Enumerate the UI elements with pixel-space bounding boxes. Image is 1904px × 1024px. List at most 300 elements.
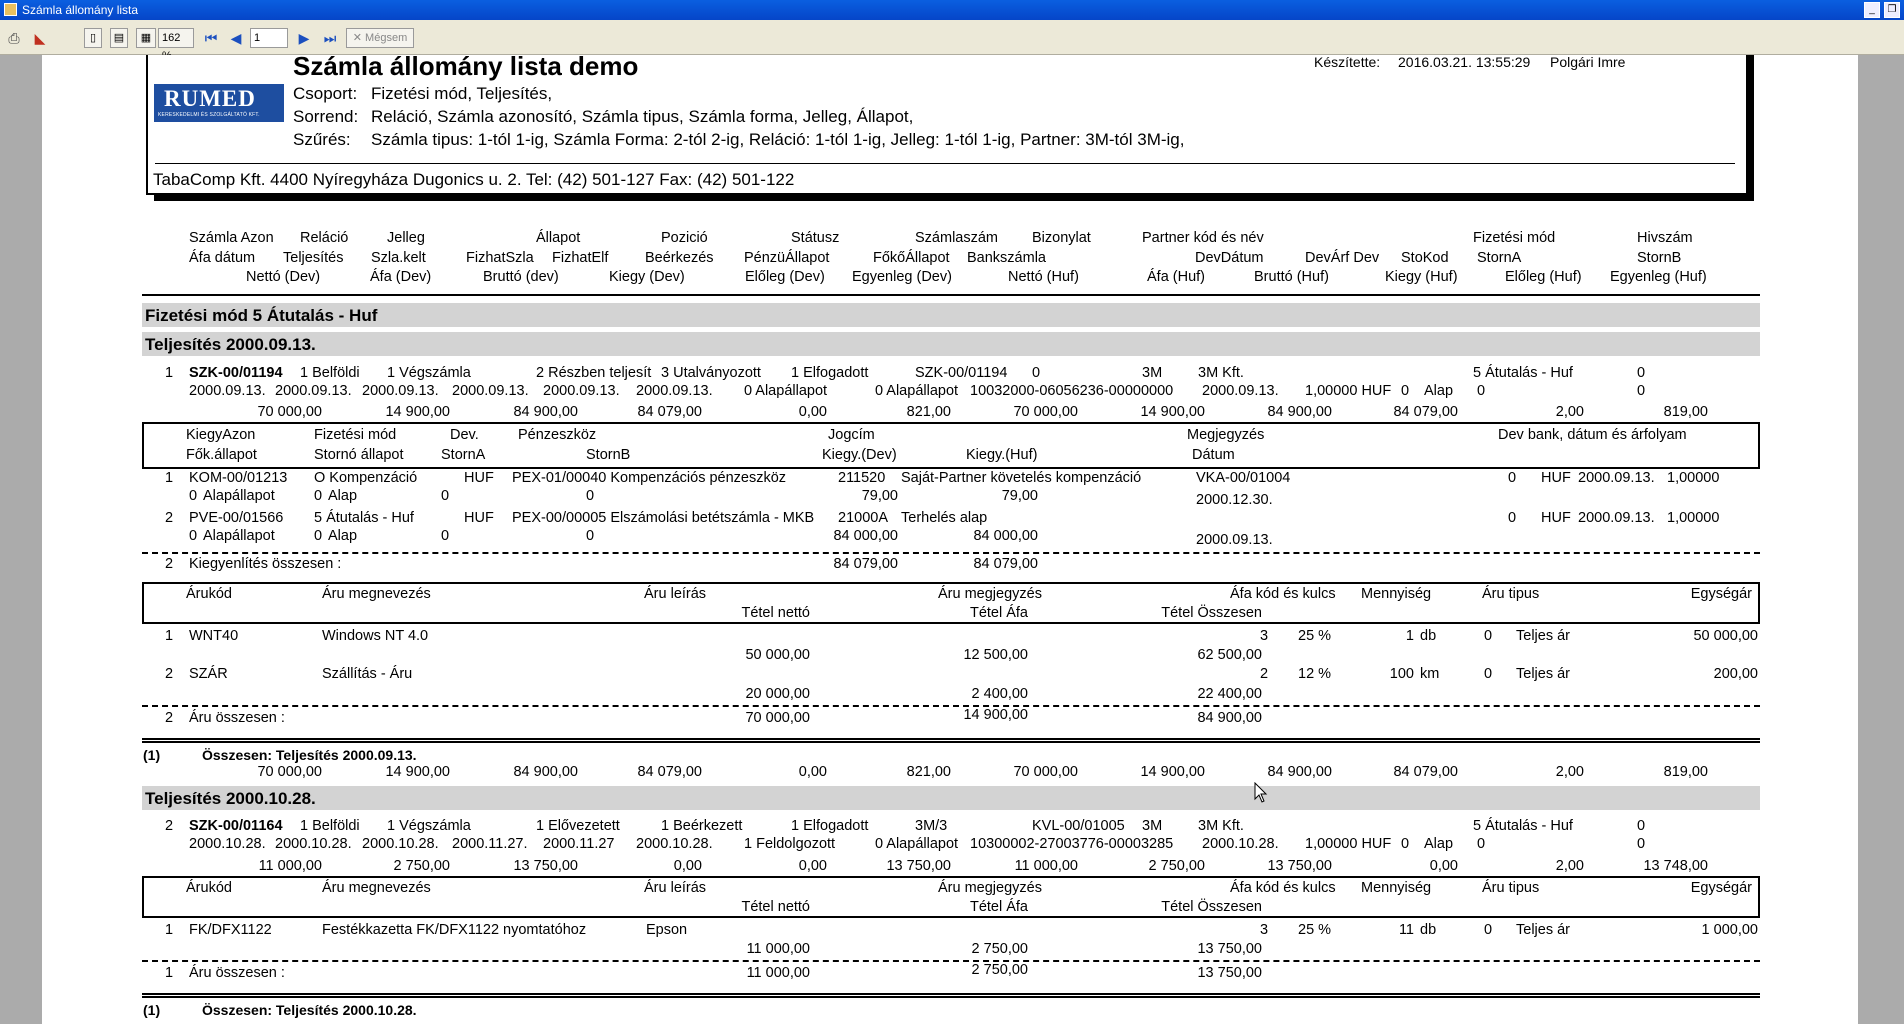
payment-title: Terhelés alap (901, 510, 988, 526)
exchange-rate: 1,00000 HUF (1305, 383, 1392, 399)
subtotal-value: 0,00 (798, 764, 827, 780)
item-vat: 2 400,00 (971, 686, 1028, 702)
net-huf: 70 000,00 (1013, 404, 1078, 420)
col-header: Partner kód és név (1142, 230, 1264, 246)
col-header: DevDátum (1195, 250, 1264, 266)
col-header: Bizonylat (1032, 230, 1091, 246)
payments-header: Dev. (450, 427, 479, 443)
col-header: FőkőÁllapot (873, 250, 950, 266)
header-frame-shadow (1748, 55, 1754, 201)
report-title: Számla állomány lista demo (293, 51, 639, 81)
invoice-index: 1 (165, 365, 174, 381)
col-header: Nettó (Huf) (1008, 269, 1079, 285)
created-by: Polgári Imre (1550, 54, 1626, 70)
item-index: 1 (165, 922, 174, 938)
items-header: Áru megnevezés (322, 586, 431, 602)
items-total-vat: 2 750,00 (971, 962, 1028, 978)
net-huf: 11 000,00 (1014, 858, 1078, 874)
payments-header: Fizetési mód (314, 427, 397, 443)
col-header: Hivszám (1637, 230, 1693, 246)
payment-dev-rate: 1,00000 (1667, 470, 1720, 486)
item-type: Teljes ár (1516, 628, 1570, 644)
invoice-position: 3 Utalványozott (661, 365, 761, 381)
page-number-input[interactable]: 1 (250, 28, 288, 48)
payment-state-code: 0 (189, 488, 198, 504)
item-type-code: 0 (1484, 628, 1493, 644)
advance-dev: 0,00 (798, 404, 827, 420)
payment-title-code: 211520 (838, 470, 886, 486)
paid-huf: 84 079,00 (1393, 404, 1458, 420)
item-index: 1 (165, 628, 174, 644)
item-vat-rate: 12 % (1298, 666, 1332, 682)
gross-huf: 84 900,00 (1267, 404, 1332, 420)
item-total: 62 500,00 (1197, 647, 1262, 663)
items-header: Mennyiség (1361, 586, 1432, 602)
one-page-view-button[interactable]: ▯ (84, 28, 102, 48)
col-header: StoKod (1401, 250, 1449, 266)
col-header: Számla Azon (189, 230, 274, 246)
payment-storn-a: 0 (441, 488, 450, 504)
payment-dev-currency: HUF (1541, 510, 1571, 526)
storn-a: 0 (1477, 836, 1486, 852)
items-total-gross: 13 750,00 (1197, 965, 1262, 981)
items-header: Áfa kód és kulcs (1230, 586, 1336, 602)
cancel-label: Mégsem (365, 32, 408, 44)
items-total-gross: 84 900,00 (1197, 710, 1262, 726)
items-header: Áru megjegyzés (938, 880, 1042, 896)
invoice-relation: 1 Belföldi (300, 818, 360, 834)
fulfillment-title: Teljesítés 2000.10.28. (145, 789, 316, 808)
advance-huf: 2,00 (1555, 404, 1584, 420)
payments-divider (142, 552, 1760, 554)
ledger-state: 0 Alapállapot (875, 383, 959, 399)
fulfillment-date: 2000.09.13. (275, 383, 352, 399)
col-header: Számlaszám (915, 230, 998, 246)
invoice-voucher: 0 (1032, 365, 1041, 381)
invoice-state: 1 Elővezetett (536, 818, 620, 834)
subtotal-divider (142, 993, 1760, 998)
items-header: Áru tipus (1482, 880, 1540, 896)
col-header: Bruttó (Huf) (1254, 269, 1329, 285)
issue-date: 2000.10.28. (362, 836, 439, 852)
items-total-count: 1 (165, 965, 174, 981)
cancel-icon: ✕ (352, 32, 366, 44)
zoom-field[interactable]: 162 (158, 28, 194, 48)
payments-header: StornA (441, 447, 486, 463)
logo-name: RUMED (164, 86, 256, 111)
payment-amount-huf: 79,00 (1001, 488, 1038, 504)
logo-subtitle: KERESKEDELMI ÉS SZOLGÁLTATÓ KFT. (158, 112, 260, 118)
payment-storno-code: 0 (314, 488, 323, 504)
ref-number: 0 (1637, 818, 1646, 834)
invoice-state: 2 Részben teljesít (536, 365, 652, 381)
invoice-status: 1 Elfogadott (791, 818, 869, 834)
col-header: Nettó (Dev) (246, 269, 321, 285)
col-header: Egyenleg (Huf) (1610, 269, 1707, 285)
payment-dev-currency: HUF (1541, 470, 1571, 486)
col-header: Egyenleg (Dev) (852, 269, 952, 285)
ref-number: 0 (1637, 365, 1646, 381)
item-type: Teljes ár (1516, 666, 1570, 682)
payment-storno-state: Alap (328, 488, 358, 504)
payment-index: 2 (165, 510, 174, 526)
items-header: Egységár (1690, 880, 1752, 896)
net-dev: 70 000,00 (257, 404, 322, 420)
item-net: 11 000,00 (746, 941, 810, 957)
items-total-label: Áru összesen : (189, 965, 285, 981)
created-label: Készítette: (1314, 54, 1381, 70)
net-dev: 11 000,00 (258, 858, 322, 874)
balance-dev: 821,00 (906, 404, 951, 420)
group-value: Fizetési mód, Teljesítés, (371, 84, 553, 103)
mouse-pointer-icon (1254, 782, 1268, 804)
arrival-date: 2000.09.13. (636, 383, 713, 399)
items-header: Tétel nettó (741, 605, 810, 621)
subtotal-value: 84 079,00 (1393, 764, 1458, 780)
item-unit: db (1420, 628, 1437, 644)
storn-b: 0 (1637, 383, 1646, 399)
invoice-relation: 1 Belföldi (300, 365, 360, 381)
item-type-code: 0 (1484, 666, 1493, 682)
item-name: Festékkazetta FK/DFX1122 nyomtatóhoz (322, 922, 587, 938)
payments-header: Kiegy.(Dev) (822, 447, 897, 463)
partner-code: 3M (1142, 365, 1163, 381)
items-header: Tétel nettó (741, 899, 810, 915)
advance-huf: 2,00 (1555, 858, 1584, 874)
subtotal-value: 84 900,00 (1267, 764, 1332, 780)
col-header: StornB (1637, 250, 1682, 266)
payment-note: VKA-00/01004 (1196, 470, 1291, 486)
subtotal-divider (142, 738, 1760, 743)
payment-asset: PEX-01/00040 Kompenzációs pénzeszköz (512, 470, 787, 486)
gross-dev: 13 750,00 (513, 858, 578, 874)
items-header: Tétel Áfa (969, 899, 1028, 915)
vat-date: 2000.10.28. (189, 836, 266, 852)
payment-method: 5 Átutalás - Huf (314, 510, 414, 526)
invoice-index: 2 (165, 818, 174, 834)
exchange-rate: 1,00000 HUF (1305, 836, 1392, 852)
payment-amount-dev: 79,00 (861, 488, 898, 504)
invoice-number: SZK-00/01194 (915, 365, 1008, 381)
sto-code: 0 (1401, 836, 1410, 852)
invoice-id: SZK-00/01194 (189, 365, 283, 381)
item-unit-price: 1 000,00 (1701, 922, 1758, 938)
item-vat-rate: 25 % (1298, 922, 1332, 938)
col-header: Kiegy (Dev) (609, 269, 685, 285)
items-header: Árukód (186, 880, 232, 896)
col-header: Előleg (Dev) (745, 269, 825, 285)
filter-value: Számla tipus: 1-tól 1-ig, Számla Forma: 2-tól 2-ig, Reláció: 1-tól 1-ig, Jelleg: 1-tól 1-ig, Partner: 3M-tól 3M-ig, (371, 130, 1185, 149)
items-header: Áru leírás (644, 586, 707, 602)
col-header: FizhatElf (552, 250, 609, 266)
fulfillment-band (142, 786, 1760, 810)
subtotal-value: 84 079,00 (637, 764, 702, 780)
window-titlebar (0, 0, 1904, 20)
payment-method: O Kompenzáció (314, 470, 418, 486)
payments-header: Stornó állapot (314, 447, 404, 463)
payment-title-code: 21000A (838, 510, 888, 526)
partner-name: 3M Kft. (1198, 818, 1244, 834)
paid-dev: 84 079,00 (637, 404, 702, 420)
items-header: Tétel Összesen (1161, 605, 1262, 621)
fulfillment-date: 2000.10.28. (275, 836, 352, 852)
item-unit-price: 200,00 (1713, 666, 1758, 682)
payments-total-label: Kiegyenlítés összesen : (189, 556, 342, 572)
next-page-icon[interactable]: ▶ (298, 30, 310, 46)
item-description: Epson (646, 922, 688, 938)
col-header: DevÁrf Dev (1305, 250, 1380, 266)
vat-huf: 14 900,00 (1140, 404, 1205, 420)
item-code: FK/DFX1122 (189, 922, 272, 938)
due-date-invoice: 2000.09.13. (452, 383, 529, 399)
payment-currency: HUF (464, 510, 494, 526)
col-header: Áfa (Huf) (1147, 269, 1206, 285)
item-vat-code: 3 (1260, 628, 1269, 644)
paid-huf: 0,00 (1429, 858, 1458, 874)
col-header: Bruttó (dev) (483, 269, 559, 285)
payments-total-count: 2 (165, 556, 174, 572)
item-quantity: 100 (1389, 666, 1414, 682)
payment-storno-state: Alap (328, 528, 358, 544)
col-header: StornA (1477, 250, 1522, 266)
col-header: Kiegy (Huf) (1385, 269, 1458, 285)
payments-total-dev: 84 079,00 (833, 556, 898, 572)
window-title: Számla állomány lista (22, 3, 139, 17)
restore-button[interactable]: ❐ (1884, 2, 1900, 18)
sto-code: 0 (1401, 383, 1410, 399)
payment-amount-huf: 84 000,00 (973, 528, 1038, 544)
invoice-id: SZK-00/01164 (189, 818, 283, 834)
item-unit: db (1420, 922, 1437, 938)
invoice-type: 1 Végszámla (387, 365, 471, 381)
subtotal-value: 14 900,00 (1140, 764, 1205, 780)
subtotal-label: Összesen: Teljesítés 2000.10.28. (202, 1002, 417, 1018)
payment-dev-date: 2000.09.13. (1578, 470, 1655, 486)
multi-page-view-button[interactable]: ▦ (136, 28, 156, 48)
item-code: SZÁR (189, 666, 228, 682)
invoice-type: 1 Végszámla (387, 818, 471, 834)
preview-toolbar (0, 20, 1904, 55)
payment-dev-bank: 0 (1508, 470, 1517, 486)
col-header: Áfa (Dev) (370, 269, 432, 285)
item-name: Windows NT 4.0 (322, 628, 429, 644)
subtotal-value: 819,00 (1663, 764, 1708, 780)
sto-label: Alap (1424, 836, 1454, 852)
col-header: Jelleg (387, 230, 425, 246)
partner-name: 3M Kft. (1198, 365, 1244, 381)
payment-group-band (142, 303, 1760, 327)
header-frame-shadow-bottom (154, 195, 1754, 201)
item-total: 22 400,00 (1197, 686, 1262, 702)
items-header: Áru tipus (1482, 586, 1540, 602)
print-icon[interactable]: ⎙ (8, 30, 20, 46)
due-date-accepted: 2000.11.27 (543, 836, 615, 852)
item-net: 20 000,00 (745, 686, 810, 702)
currency-date: 2000.09.13. (1202, 383, 1279, 399)
issue-date: 2000.09.13. (362, 383, 439, 399)
bank-account: 10300002-27003776-00003285 (970, 836, 1174, 852)
gross-dev: 84 900,00 (513, 404, 578, 420)
prev-page-icon[interactable]: ◀ (230, 30, 242, 46)
payment-dev-date: 2000.09.13. (1578, 510, 1655, 526)
col-header: Állapot (536, 230, 581, 246)
items-header: Egységár (1690, 586, 1752, 602)
payments-total-huf: 84 079,00 (973, 556, 1038, 572)
balance-huf: 819,00 (1663, 404, 1708, 420)
fulfillment-band (142, 332, 1760, 356)
payment-id: PVE-00/01566 (189, 510, 284, 526)
item-net: 50 000,00 (745, 647, 810, 663)
items-header: Áru leírás (644, 880, 707, 896)
storn-a: 0 (1477, 383, 1486, 399)
payment-storn-b: 0 (586, 488, 595, 504)
payments-header: KiegyAzon (186, 427, 256, 443)
vat-dev: 2 750,00 (393, 858, 450, 874)
payment-dev-bank: 0 (1508, 510, 1517, 526)
subtotal-label: Összesen: Teljesítés 2000.09.13. (202, 747, 417, 763)
cancel-button[interactable] (346, 28, 414, 48)
subtotal-value: 821,00 (906, 764, 951, 780)
item-total: 13 750,00 (1197, 941, 1262, 957)
company-info: TabaComp Kft. 4400 Nyíregyháza Dugonics u. 2. Tel: (42) 501-127 Fax: (42) 501-122 (153, 170, 795, 189)
ledger-state: 0 Alapállapot (875, 836, 959, 852)
payment-state: Alapállapot (203, 528, 275, 544)
payment-title: Saját-Partner követelés kompenzáció (901, 470, 1142, 486)
col-header: Teljesítés (283, 250, 344, 266)
items-total-net: 70 000,00 (745, 710, 810, 726)
vat-huf: 2 750,00 (1148, 858, 1205, 874)
payment-date: 2000.12.30. (1196, 492, 1273, 508)
payments-header: Dátum (1192, 447, 1235, 463)
items-header: Mennyiség (1361, 880, 1432, 896)
items-header: Áfa kód és kulcs (1230, 880, 1336, 896)
payment-currency: HUF (464, 470, 494, 486)
payment-state: Alapállapot (203, 488, 275, 504)
item-vat-code: 2 (1260, 666, 1269, 682)
invoice-number: 3M/3 (915, 818, 948, 834)
balance-dev: 13 750,00 (886, 858, 951, 874)
items-total-count: 2 (165, 710, 174, 726)
sto-label: Alap (1424, 383, 1454, 399)
subtotal-value: 2,00 (1555, 764, 1584, 780)
item-name: Szállítás - Áru (322, 666, 413, 682)
paid-dev: 0,00 (673, 858, 702, 874)
col-header: Fizetési mód (1473, 230, 1556, 246)
payment-method: 5 Átutalás - Huf (1473, 365, 1573, 381)
item-vat: 2 750,00 (971, 941, 1028, 957)
item-code: WNT40 (189, 628, 239, 644)
payment-storn-b: 0 (586, 528, 595, 544)
items-header: Tétel Áfa (969, 605, 1028, 621)
column-header-divider (142, 294, 1760, 296)
group-label: Csoport: (293, 84, 358, 103)
arrival-date: 2000.10.28. (636, 836, 713, 852)
items-header: Áru megjegyzés (938, 586, 1042, 602)
items-header: Árukód (186, 586, 232, 602)
items-header: Áru megnevezés (322, 880, 431, 896)
subtotal-value: 84 900,00 (513, 764, 578, 780)
payments-header: Kiegy.(Huf) (966, 447, 1038, 463)
due-date-accepted: 2000.09.13. (543, 383, 620, 399)
payment-storn-a: 0 (441, 528, 450, 544)
subtotal-index: (1) (143, 1002, 161, 1018)
col-header: Reláció (300, 230, 349, 246)
item-type-code: 0 (1484, 922, 1493, 938)
payment-state-code: 0 (189, 528, 198, 544)
item-unit-price: 50 000,00 (1693, 628, 1758, 644)
fulfillment-title: Teljesítés 2000.09.13. (145, 335, 316, 354)
payments-header: StornB (586, 447, 631, 463)
payments-header: Jogcím (828, 427, 875, 443)
items-total-label: Áru összesen : (189, 710, 285, 726)
currency-date: 2000.10.28. (1202, 836, 1279, 852)
payment-id: KOM-00/01213 (189, 470, 288, 486)
col-header: Előleg (Huf) (1505, 269, 1582, 285)
item-type: Teljes ár (1516, 922, 1570, 938)
storn-b: 0 (1637, 836, 1646, 852)
partner-code: 3M (1142, 818, 1163, 834)
item-unit: km (1420, 666, 1440, 682)
col-header: Szla.kelt (371, 250, 426, 266)
col-header: PénzüÁllapot (744, 250, 830, 266)
subtotal-value: 14 900,00 (385, 764, 450, 780)
item-vat-code: 3 (1260, 922, 1269, 938)
pdf-export-icon[interactable]: ◣ (34, 30, 46, 46)
item-index: 2 (165, 666, 174, 682)
vat-dev: 14 900,00 (385, 404, 450, 420)
payment-dev-rate: 1,00000 (1667, 510, 1720, 526)
payment-asset: PEX-00/00005 Elszámolási betétszámla - MKB (512, 510, 815, 526)
invoice-position: 1 Beérkezett (661, 818, 743, 834)
payments-header: Fők.állapot (186, 447, 257, 463)
payment-storno-code: 0 (314, 528, 323, 544)
items-header: Tétel Összesen (1161, 899, 1262, 915)
filter-label: Szűrés: (293, 130, 351, 149)
col-header: FizhatSzla (466, 250, 534, 266)
item-vat-rate: 25 % (1298, 628, 1332, 644)
col-header: Áfa dátum (189, 250, 256, 266)
created-value: 2016.03.21. 13:55:29 (1398, 54, 1531, 70)
item-quantity: 1 (1405, 628, 1414, 644)
items-total-net: 11 000,00 (746, 965, 810, 981)
advance-dev: 0,00 (798, 858, 827, 874)
minimize-button[interactable]: _ (1864, 2, 1880, 18)
subtotal-index: (1) (143, 747, 161, 763)
col-header: Pozició (661, 230, 708, 246)
vat-date: 2000.09.13. (189, 383, 266, 399)
finance-state: 0 Alapállapot (744, 383, 828, 399)
payment-method: 5 Átutalás - Huf (1473, 818, 1573, 834)
sort-value: Reláció, Számla azonosító, Számla tipus, Számla forma, Jelleg, Állapot, (371, 107, 914, 126)
col-header: Státusz (791, 230, 840, 246)
subtotal-value: 70 000,00 (257, 764, 322, 780)
payment-amount-dev: 84 000,00 (833, 528, 898, 544)
app-icon (4, 3, 17, 16)
sort-label: Sorrend: (293, 107, 359, 126)
first-page-icon[interactable]: ⏮ (204, 30, 218, 46)
finance-state: 1 Feldolgozott (744, 836, 836, 852)
payment-group-title: Fizetési mód 5 Átutalás - Huf (145, 306, 378, 325)
due-date-invoice: 2000.11.27. (452, 836, 528, 852)
page-width-view-button[interactable]: ▤ (110, 28, 128, 48)
item-vat: 12 500,00 (963, 647, 1028, 663)
payment-date: 2000.09.13. (1196, 532, 1273, 548)
invoice-voucher: KVL-00/01005 (1032, 818, 1125, 834)
gross-huf: 13 750,00 (1267, 858, 1332, 874)
last-page-icon[interactable]: ⏭ (323, 30, 337, 46)
invoice-status: 1 Elfogadott (791, 365, 869, 381)
col-header: Beérkezés (645, 250, 714, 266)
